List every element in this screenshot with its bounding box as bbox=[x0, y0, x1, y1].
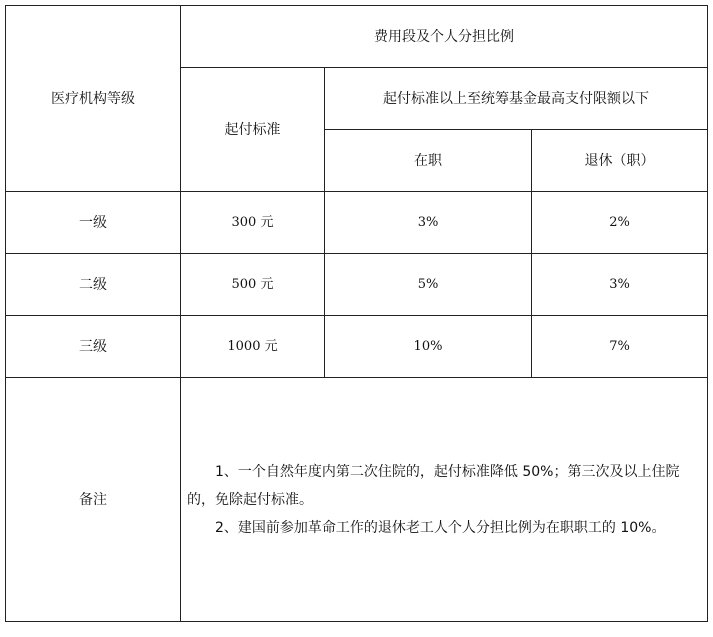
header-institution-level: 医疗机构等级 bbox=[6, 6, 181, 192]
row-deductible: 1000 元 bbox=[181, 316, 325, 378]
row-level: 三级 bbox=[6, 316, 181, 378]
row-deductible: 300 元 bbox=[181, 192, 325, 254]
table-row bbox=[6, 316, 708, 378]
row-deductible: 500 元 bbox=[181, 254, 325, 316]
table-row bbox=[6, 254, 708, 316]
header-deductible: 起付标准 bbox=[181, 68, 325, 192]
header-cost-ratio: 费用段及个人分担比例 bbox=[181, 6, 708, 68]
notes-row bbox=[6, 378, 708, 622]
note-item: 2、建国前参加革命工作的退休老工人个人分担比例为在职职工的 10%。 bbox=[215, 519, 666, 536]
row-level: 一级 bbox=[6, 192, 181, 254]
header-retired: 退休（职） bbox=[532, 130, 708, 192]
notes-label: 备注 bbox=[6, 378, 181, 622]
row-employed-ratio: 10% bbox=[325, 316, 532, 378]
row-retired-ratio: 3% bbox=[532, 254, 708, 316]
table-row bbox=[6, 192, 708, 254]
cost-sharing-table bbox=[5, 5, 708, 622]
header-range: 起付标准以上至统筹基金最高支付限额以下 bbox=[325, 68, 708, 130]
row-level: 二级 bbox=[6, 254, 181, 316]
row-employed-ratio: 5% bbox=[325, 254, 532, 316]
row-employed-ratio: 3% bbox=[325, 192, 532, 254]
header-employed: 在职 bbox=[325, 130, 532, 192]
row-retired-ratio: 7% bbox=[532, 316, 708, 378]
row-retired-ratio: 2% bbox=[532, 192, 708, 254]
notes-content bbox=[181, 378, 708, 622]
header-row-1 bbox=[6, 6, 708, 68]
note-item: 1、一个自然年度内第二次住院的，起付标准降低 50%；第三次及以上住院的，免除起付标准。 bbox=[187, 463, 680, 508]
